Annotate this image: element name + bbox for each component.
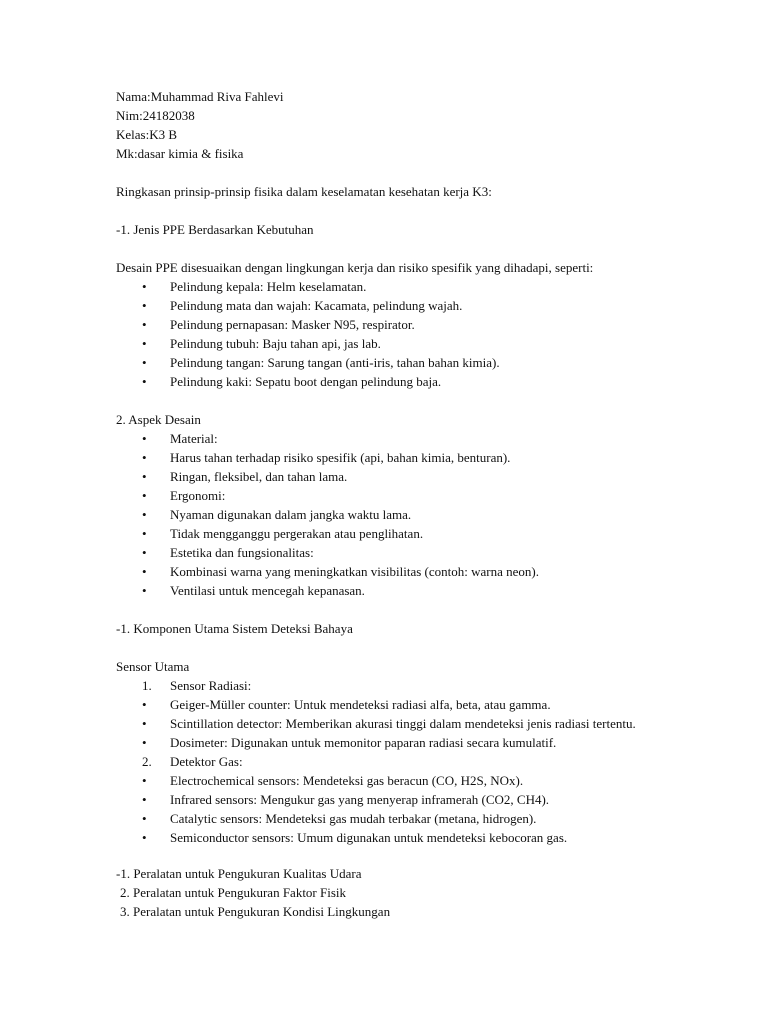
bullet-icon: • — [142, 298, 147, 313]
bullet-icon: • — [142, 735, 147, 750]
list-item: Scintillation detector: Memberikan akurasi tinggi dalam mendeteksi jenis radiasi tertentu. — [170, 716, 636, 731]
list-item: Material: — [170, 431, 218, 446]
list-number: 2. — [142, 754, 152, 769]
bullet-icon: • — [142, 507, 147, 522]
list-item: Kombinasi warna yang meningkatkan visibilitas (contoh: warna neon). — [170, 564, 539, 579]
student-nim: Nim:24182038 — [116, 108, 195, 123]
bullet-icon: • — [142, 279, 147, 294]
bullet-icon: • — [142, 336, 147, 351]
list-item: Harus tahan terhadap risiko spesifik (api, bahan kimia, benturan). — [170, 450, 511, 465]
list-item: Geiger-Müller counter: Untuk mendeteksi radiasi alfa, beta, atau gamma. — [170, 697, 551, 712]
list-item: Pelindung kaki: Sepatu boot dengan pelindung baja. — [170, 374, 442, 389]
list-item: Tidak mengganggu pergerakan atau penglihatan. — [170, 526, 424, 541]
list-number: 1. — [142, 678, 152, 693]
list-item: Ergonomi: — [170, 488, 226, 503]
list-item: Pelindung mata dan wajah: Kacamata, pelindung wajah. — [170, 298, 463, 313]
section3-subheading: Sensor Utama — [116, 659, 190, 674]
section1-lead: Desain PPE disesuaikan dengan lingkungan kerja dan risiko spesifik yang dihadapi, seperti: — [116, 260, 594, 275]
bullet-icon: • — [142, 355, 147, 370]
list-item: Dosimeter: Digunakan untuk memonitor paparan radiasi secara kumulatif. — [170, 735, 557, 750]
bullet-icon: • — [142, 792, 147, 807]
bullet-icon: • — [142, 811, 147, 826]
bullet-icon: • — [142, 564, 147, 579]
list-item: Estetika dan fungsionalitas: — [170, 545, 314, 560]
bullet-icon: • — [142, 526, 147, 541]
list-item: Pelindung pernapasan: Masker N95, respirator. — [170, 317, 415, 332]
list-item: Nyaman digunakan dalam jangka waktu lama. — [170, 507, 412, 522]
bullet-icon: • — [142, 545, 147, 560]
list-item: Detektor Gas: — [170, 754, 243, 769]
bullet-icon: • — [142, 469, 147, 484]
bullet-icon: • — [142, 716, 147, 731]
course-name: Mk:dasar kimia & fisika — [116, 146, 244, 161]
list-item: Pelindung tangan: Sarung tangan (anti-iris, tahan bahan kimia). — [170, 355, 500, 370]
bullet-icon: • — [142, 374, 147, 389]
section3-heading: -1. Komponen Utama Sistem Deteksi Bahaya — [116, 621, 353, 636]
bullet-icon: • — [142, 583, 147, 598]
list-item: Catalytic sensors: Mendeteksi gas mudah terbakar (metana, hidrogen). — [170, 811, 537, 826]
list-item: Semiconductor sensors: Umum digunakan untuk mendeteksi kebocoran gas. — [170, 830, 568, 845]
bullet-icon: • — [142, 317, 147, 332]
list-item: Pelindung kepala: Helm keselamatan. — [170, 279, 367, 294]
student-name: Nama:Muhammad Riva Fahlevi — [116, 89, 284, 104]
list-item: Pelindung tubuh: Baju tahan api, jas lab. — [170, 336, 381, 351]
list-item: Ringan, fleksibel, dan tahan lama. — [170, 469, 348, 484]
intro-text: Ringkasan prinsip-prinsip fisika dalam keselamatan kesehatan kerja K3: — [116, 184, 492, 199]
bullet-icon: • — [142, 773, 147, 788]
list-item: Electrochemical sensors: Mendeteksi gas beracun (CO, H2S, NOx). — [170, 773, 524, 788]
bullet-icon: • — [142, 431, 147, 446]
list-item: Ventilasi untuk mencegah kepanasan. — [170, 583, 365, 598]
list-item: Infrared sensors: Mengukur gas yang menyerap inframerah (CO2, CH4). — [170, 792, 550, 807]
list-item: Sensor Radiasi: — [170, 678, 252, 693]
section2-heading: 2. Aspek Desain — [116, 412, 201, 427]
section1-heading: -1. Jenis PPE Berdasarkan Kebutuhan — [116, 222, 314, 237]
bullet-icon: • — [142, 697, 147, 712]
section4-line: 2. Peralatan untuk Pengukuran Faktor Fisik — [120, 885, 347, 900]
student-class: Kelas:K3 B — [116, 127, 178, 142]
bullet-icon: • — [142, 488, 147, 503]
bullet-icon: • — [142, 450, 147, 465]
section4-line: -1. Peralatan untuk Pengukuran Kualitas Udara — [116, 866, 362, 881]
bullet-icon: • — [142, 830, 147, 845]
section4-line: 3. Peralatan untuk Pengukuran Kondisi Lingkungan — [120, 904, 391, 919]
